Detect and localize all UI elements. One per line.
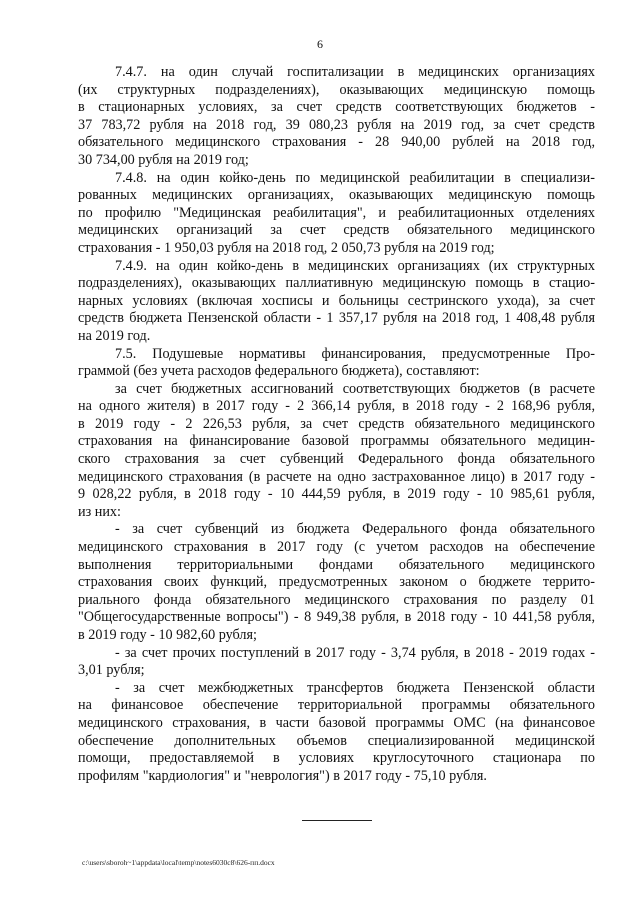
text-line: по профилю "Медицинская реабилитация", и реабилитационных отделениях xyxy=(78,204,595,221)
text-line: помощи, предоставляемой в условиях круглосуточного стационара по xyxy=(78,750,595,767)
text-line: 9 028,22 рубля, в 2018 году - 10 444,59 рубля, в 2019 году - 10 985,61 рубля, xyxy=(78,486,595,503)
text-line: 7.4.8. на один койко-день по медицинской реабилитации в специализи- xyxy=(115,169,595,186)
text-line: в стационарных условиях, за счет средств соответствующих бюджетов - xyxy=(78,99,595,116)
text-line: граммой (без учета расходов федерального бюджета), составляют: xyxy=(78,363,480,380)
text-line: (их структурных подразделениях), оказывающих медицинскую помощь xyxy=(78,81,595,98)
page-number: 6 xyxy=(317,37,323,51)
text-line: на одного жителя) в 2017 году - 2 366,14 рубля, в 2018 году - 2 168,96 рубля, xyxy=(78,398,595,415)
text-line: на финансовое обеспечение территориальной программы обязательного xyxy=(78,697,595,714)
text-line: медицинских организаций за счет средств обязательного медицинского xyxy=(78,222,595,239)
text-line: в 2019 году - 2 226,53 рубля, за счет средств обязательного медицинского xyxy=(78,415,595,432)
text-line: обеспечение дополнительных объемов специализированной медицинской xyxy=(78,732,595,749)
text-line: 30 734,00 рубля на 2019 год; xyxy=(78,151,249,168)
text-line: - за счет межбюджетных трансфертов бюджета Пензенской области xyxy=(115,679,595,696)
text-line: средств бюджета Пензенской области - 1 357,17 рубля на 2018 год, 1 408,48 рубля xyxy=(78,310,595,327)
text-line: рованных медицинских организациях, оказывающих медицинскую помощь xyxy=(78,187,595,204)
end-rule xyxy=(302,820,372,821)
text-line: из них: xyxy=(78,503,121,520)
file-path-footer: c:\users\sboroh~1\appdata\local\temp\notes6030c8\626-пп.docx xyxy=(82,858,275,867)
text-line: за счет бюджетных ассигнований соответствующих бюджетов (в расчете xyxy=(115,380,595,397)
text-line: медицинского страхования, в части базовой программы ОМС (на финансовое xyxy=(78,714,595,731)
text-line: нарных условиях (включая хосписы и больницы сестринского ухода), за счет xyxy=(78,292,595,309)
text-line: ского страхования за счет субвенций Федерального фонда обязательного xyxy=(78,451,595,468)
text-line: 7.4.7. на один случай госпитализации в медицинских организациях xyxy=(115,64,595,80)
text-line: страхования своих функций, предусмотренных законом о бюджете террито- xyxy=(78,574,595,591)
text-line: в 2019 году - 10 982,60 рубля; xyxy=(78,627,257,643)
text-line: медицинского страхования в 2017 году (с учетом расходов на обеспечение xyxy=(78,539,595,556)
text-line: 7.5. Подушевые нормативы финансирования, предусмотренные Про- xyxy=(115,345,595,362)
text-line: профилям "кардиология" и "неврология") в 2017 году - 75,10 рубля. xyxy=(78,767,487,784)
text-line: на 2019 год. xyxy=(78,327,151,344)
text-line: "Общегосударственные вопросы") - 8 949,38 рубля, в 2018 году - 10 441,58 рубля, xyxy=(78,609,595,626)
text-line: подразделениях), оказывающих паллиативную медицинскую помощь в стацио- xyxy=(78,275,595,292)
text-line: страхования - 1 950,03 рубля на 2018 год, 2 050,73 рубля на 2019 год; xyxy=(78,239,495,256)
text-line: страхования на финансирование базовой программы обязательного медицин- xyxy=(78,433,595,450)
text-line: 37 783,72 рубля на 2018 год, 39 080,23 рубля на 2019 год, за счет средств xyxy=(78,116,595,133)
text-line: 7.4.9. на один койко-день в медицинских организациях (их структурных xyxy=(115,257,595,274)
text-line: - за счет субвенций из бюджета Федерального фонда обязательного xyxy=(115,521,595,538)
text-line: - за счет прочих поступлений в 2017 году - 3,74 рубля, в 2018 - 2019 годах - xyxy=(115,644,595,661)
text-line: риального фонда обязательного медицинского страхования по разделу 01 xyxy=(78,591,595,608)
text-line: выполнения территориальными фондами обязательного медицинского xyxy=(78,556,595,573)
document-body xyxy=(78,64,595,785)
text-line: медицинского страхования (в расчете на одно застрахованное лицо) в 2017 году - xyxy=(78,468,595,485)
text-line: 3,01 рубля; xyxy=(78,662,145,679)
text-line: обязательного медицинского страхования - 28 940,00 рублей на 2018 год, xyxy=(78,134,595,151)
